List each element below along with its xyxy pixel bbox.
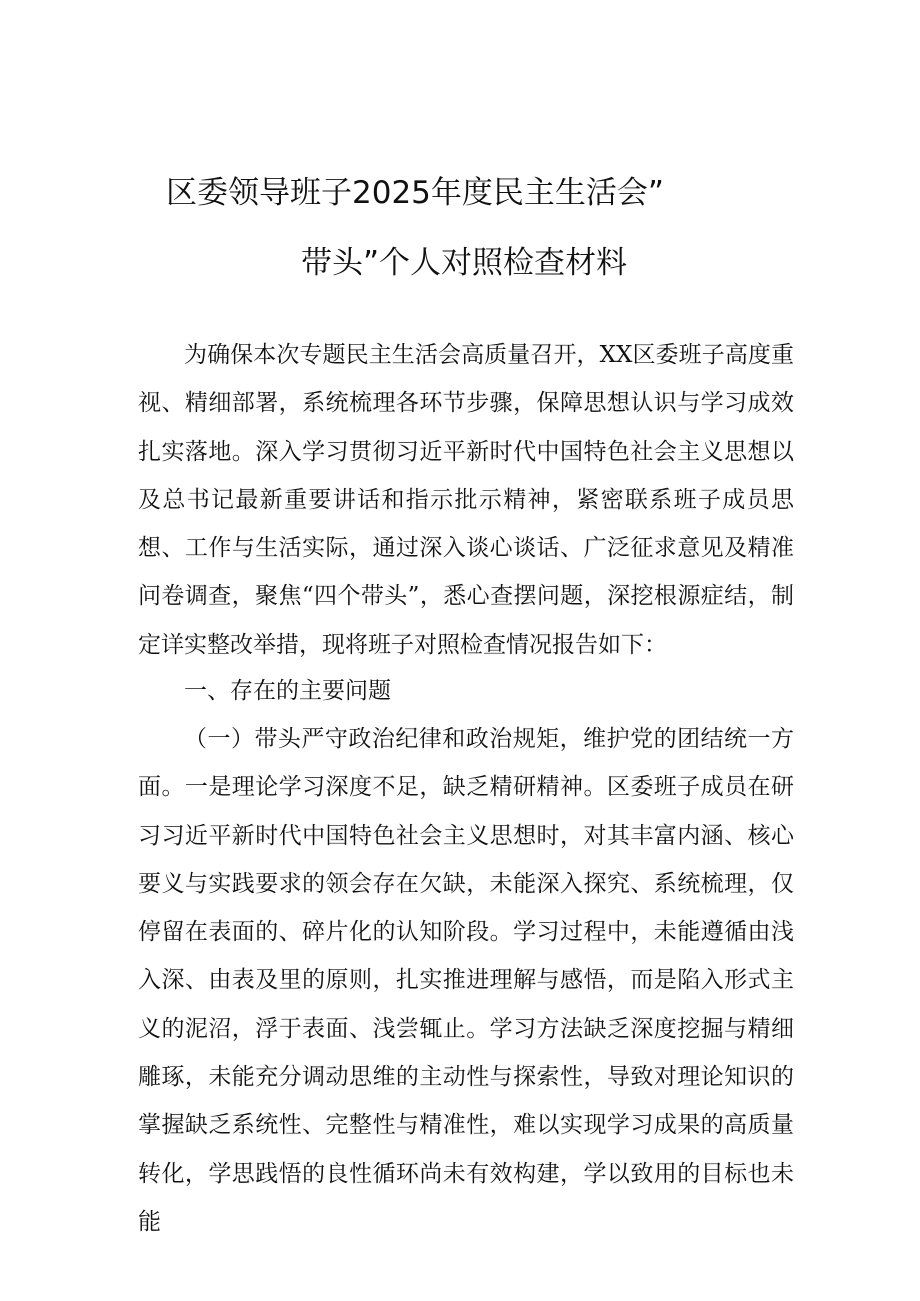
section-heading: 一、存在的主要问题 [184, 678, 391, 704]
document-title-line-1: 区委领导班子2025年度民主生活会” [166, 175, 664, 211]
document-title-line-2: 带头”个人对照检查材料 [301, 245, 628, 281]
section-paragraph: （一）带头严守政治纪律和政治规矩，维护党的团结统一方面。一是理论学习深度不足，缺乏精研精神。区委班子成员在研习习近平新时代中国特色社会主义思想时，对其丰富内涵、核心要义与实践要求的领会存在欠缺，未能深入探究、系统梳理，仅停留在表面的、碎片化的认知阶段。学习过程中，未能遵循由浅入深、由表及里的原则，扎实推进理解与感悟，而是陷入形式主义的泥沼，浮于表面、浅尝辄止。学习方法缺乏深度挖掘与精细雕琢，未能充分调动思维的主动性与探索性，导致对理论知识的掌握缺乏系统性、完整性与精准性，难以实现学习成果的高质量转化，学思践悟的良性循环尚未有效构建，学以致用的目标也未能 [138, 726, 794, 1235]
intro-paragraph: 为确保本次专题民主生活会高质量召开，XX区委班子高度重视、精细部署，系统梳理各环节步骤，保障思想认识与学习成效扎实落地。深入学习贯彻习近平新时代中国特色社会主义思想以及总书记最新重要讲话和指示批示精神，紧密联系班子成员思想、工作与生活实际，通过深入谈心谈话、广泛征求意见及精准问卷调查，聚焦“四个带头”，悉心查摆问题，深挖根源症结，制定详实整改举措，现将班子对照检查情况报告如下： [138, 342, 794, 658]
